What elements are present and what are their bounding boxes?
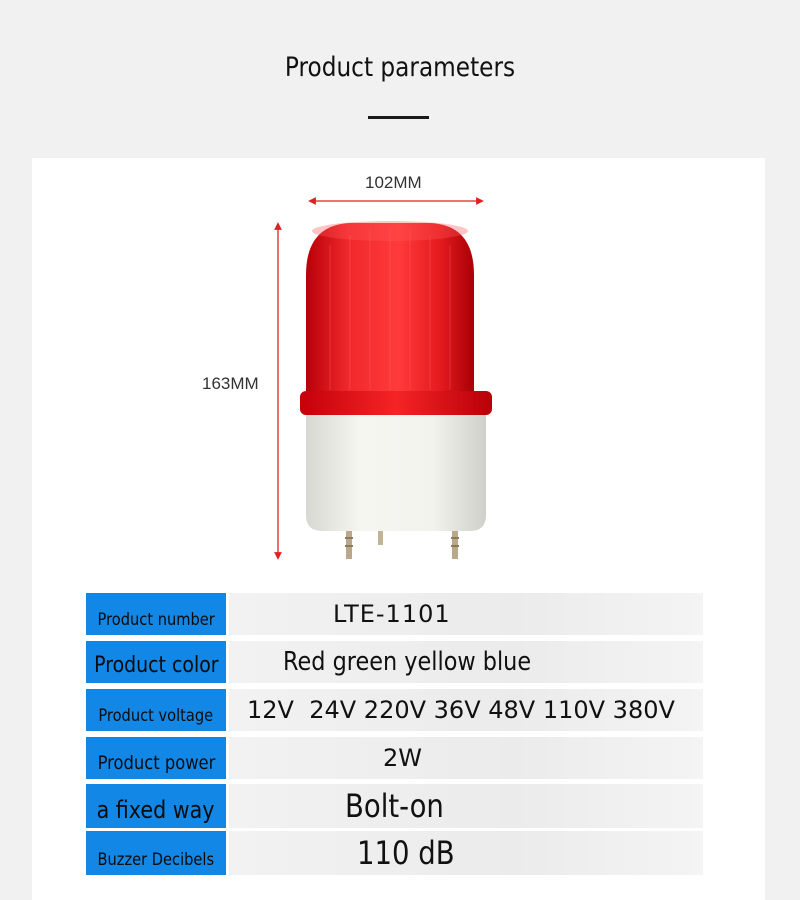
spec-row-product-voltage [86, 689, 703, 731]
spec-value: Red green yellow blue [283, 647, 532, 677]
width-label: 102MM [365, 173, 422, 192]
spec-value-cell [229, 593, 703, 635]
spec-label: Product voltage [86, 689, 226, 731]
spec-row-fixed-way [86, 784, 703, 828]
spec-value-cell [229, 831, 703, 875]
spec-value-cell [229, 737, 703, 779]
spec-value: 12V 24V 220V 36V 48V 110V 380V [247, 696, 675, 724]
spec-value-cell [229, 784, 703, 828]
spec-value-cell [229, 641, 703, 683]
warning-light-image [290, 215, 510, 565]
spec-label: a fixed way [86, 784, 226, 828]
spec-label: Product color [86, 641, 226, 683]
spec-row-product-number [86, 593, 703, 635]
spec-value: Bolt-on [345, 787, 444, 825]
spec-label: Product power [86, 737, 226, 779]
spec-value: LTE-1101 [333, 600, 451, 628]
spec-value: 2W [383, 744, 422, 772]
spec-label: Buzzer Decibels [86, 831, 226, 875]
page-title: Product parameters [284, 52, 516, 83]
spec-row-product-color [86, 641, 703, 683]
spec-label: Product number [86, 593, 226, 635]
spec-row-buzzer-decibels [86, 831, 703, 875]
spec-value-cell [229, 689, 703, 731]
height-label: 163MM [202, 374, 259, 393]
spec-value: 110 dB [357, 834, 455, 872]
spec-row-product-power [86, 737, 703, 779]
